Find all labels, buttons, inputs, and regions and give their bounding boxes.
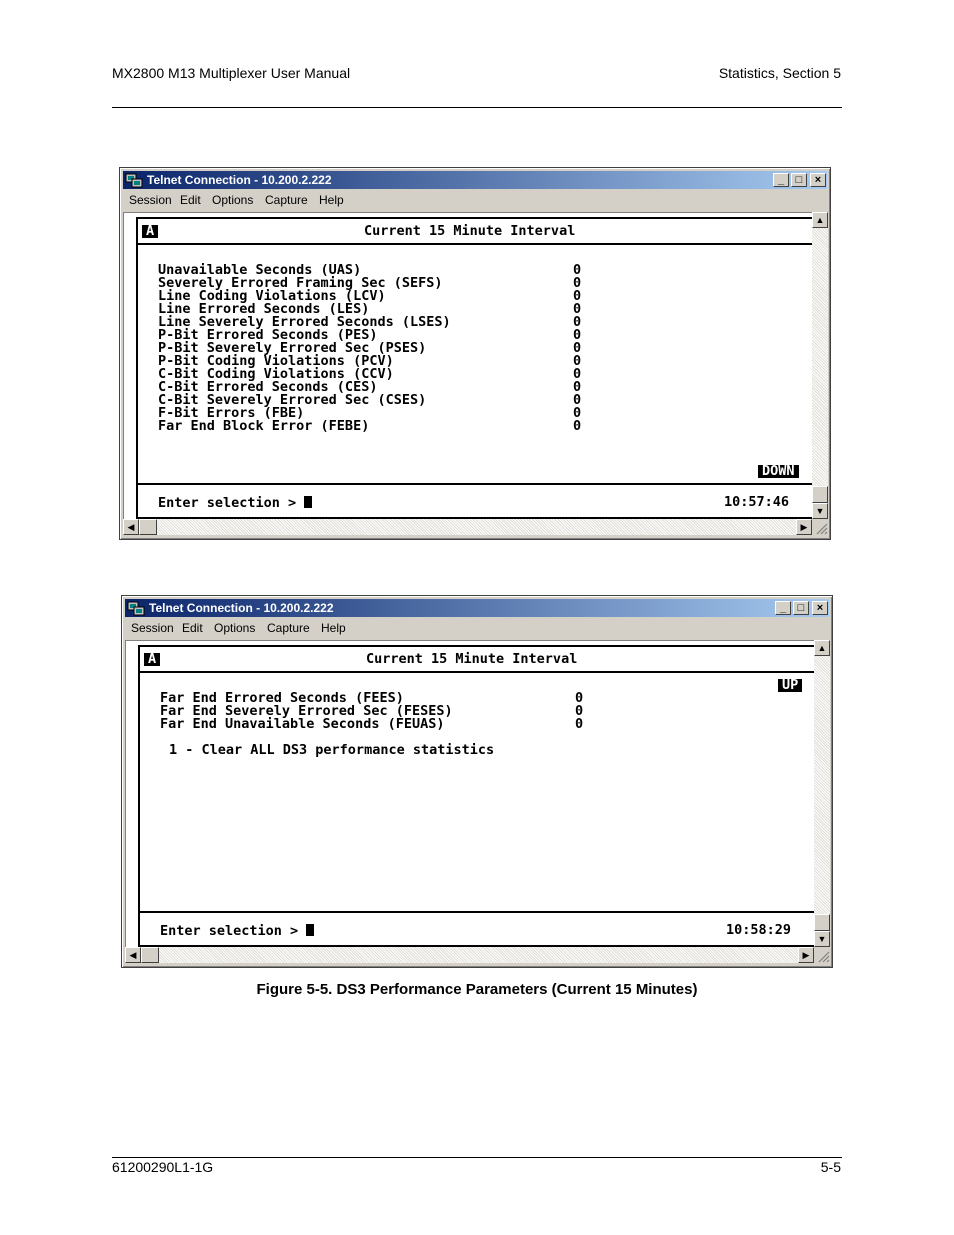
telnet-window-1 — [119, 167, 831, 540]
terminal-screen[interactable] — [125, 640, 814, 947]
menu-capture[interactable]: Capture — [267, 621, 310, 635]
vertical-scroll-thumb[interactable] — [812, 486, 828, 503]
page-header-title: MX2800 M13 Multiplexer User Manual — [112, 65, 351, 81]
scroll-up-icon[interactable]: ▲ — [812, 212, 828, 228]
screen-heading: Current 15 Minute Interval — [364, 223, 576, 239]
page-down-indicator: DOWN — [758, 465, 799, 478]
menu-options[interactable]: Options — [214, 621, 256, 635]
prompt-separator — [140, 911, 814, 913]
list-item: Far End Errored Seconds (FEES) 0 — [160, 690, 584, 706]
heading-separator — [140, 671, 814, 673]
minimize-icon[interactable]: _ — [773, 173, 789, 187]
text-cursor — [306, 924, 314, 936]
horizontal-scrollbar[interactable] — [123, 519, 812, 535]
list-item: Severely Errored Framing Sec (SEFS) 0 — [158, 275, 582, 291]
menu-edit[interactable]: Edit — [180, 193, 201, 207]
list-item: Far End Severely Errored Sec (FESES) 0 — [160, 703, 584, 719]
title-bar[interactable] — [125, 599, 829, 617]
menu-bar — [125, 620, 829, 638]
menu-capture[interactable]: Capture — [265, 193, 308, 207]
list-item: Line Errored Seconds (LES) 0 — [158, 301, 582, 317]
scroll-right-icon[interactable]: ▶ — [798, 947, 814, 963]
list-item: Unavailable Seconds (UAS) 0 — [158, 262, 582, 278]
heading-separator — [138, 243, 812, 245]
text-cursor — [304, 496, 312, 508]
clock-time: 10:58:29 — [726, 922, 792, 938]
scroll-right-icon[interactable]: ▶ — [796, 519, 812, 535]
vertical-scrollbar[interactable] — [814, 640, 830, 947]
list-item: P-Bit Coding Violations (PCV) 0 — [158, 353, 582, 369]
vertical-scrollbar[interactable] — [812, 212, 828, 519]
scroll-down-icon[interactable]: ▼ — [814, 931, 830, 947]
close-icon[interactable]: × — [812, 601, 828, 615]
menu-help[interactable]: Help — [319, 193, 344, 207]
list-item: Far End Unavailable Seconds (FEUAS) 0 — [160, 716, 584, 732]
resize-grip-lines — [814, 947, 830, 963]
list-item: F-Bit Errors (FBE) 0 — [158, 405, 582, 421]
footer-rule — [112, 1157, 842, 1158]
list-item: Line Coding Violations (LCV) 0 — [158, 288, 582, 304]
clock-time: 10:57:46 — [724, 494, 790, 510]
terminal-frame — [138, 645, 814, 947]
list-item: C-Bit Severely Errored Sec (CSES) 0 — [158, 392, 582, 408]
telnet-app-icon — [125, 172, 143, 188]
resize-grip-icon[interactable] — [812, 519, 828, 535]
page-number: 5-5 — [820, 1159, 841, 1175]
scroll-left-icon[interactable]: ◀ — [125, 947, 141, 963]
list-item: P-Bit Severely Errored Sec (PSES) 0 — [158, 340, 582, 356]
menu-option-clear-stats[interactable]: 1 - Clear ALL DS3 performance statistics — [169, 742, 495, 758]
telnet-app-icon — [127, 600, 145, 616]
menu-session[interactable]: Session — [129, 193, 172, 207]
scroll-down-icon[interactable]: ▼ — [812, 503, 828, 519]
port-badge: A — [144, 653, 160, 666]
window-title: Telnet Connection - 10.200.2.222 — [149, 601, 334, 615]
list-item: Line Severely Errored Seconds (LSES) 0 — [158, 314, 582, 330]
minimize-icon[interactable]: _ — [775, 601, 791, 615]
close-icon[interactable]: × — [810, 173, 826, 187]
page-up-indicator: UP — [778, 679, 802, 692]
horizontal-scrollbar[interactable] — [125, 947, 814, 963]
menu-edit[interactable]: Edit — [182, 621, 203, 635]
scroll-up-icon[interactable]: ▲ — [814, 640, 830, 656]
maximize-icon[interactable]: □ — [793, 601, 809, 615]
list-item: Far End Block Error (FEBE) 0 — [158, 418, 582, 434]
terminal-screen[interactable] — [123, 212, 812, 519]
horizontal-scroll-thumb[interactable] — [141, 947, 159, 963]
terminal-frame — [136, 217, 812, 519]
resize-grip-icon[interactable] — [814, 947, 830, 963]
telnet-window-2 — [121, 595, 833, 968]
command-prompt[interactable]: Enter selection > — [158, 496, 312, 510]
scroll-left-icon[interactable]: ◀ — [123, 519, 139, 535]
page-header-section: Statistics, Section 5 — [718, 65, 841, 81]
title-bar[interactable] — [123, 171, 827, 189]
list-item: C-Bit Errored Seconds (CES) 0 — [158, 379, 582, 395]
list-item: C-Bit Coding Violations (CCV) 0 — [158, 366, 582, 382]
document-number: 61200290L1-1G — [112, 1159, 214, 1175]
menu-help[interactable]: Help — [321, 621, 346, 635]
figure-caption: Figure 5-5. DS3 Performance Parameters (Current 15 Minutes) — [256, 981, 698, 998]
screen-heading: Current 15 Minute Interval — [366, 651, 578, 667]
menu-bar — [123, 192, 827, 210]
window-title: Telnet Connection - 10.200.2.222 — [147, 173, 332, 187]
menu-options[interactable]: Options — [212, 193, 254, 207]
command-prompt[interactable]: Enter selection > — [160, 924, 314, 938]
header-rule — [112, 107, 842, 108]
vertical-scroll-thumb[interactable] — [814, 914, 830, 931]
prompt-separator — [138, 483, 812, 485]
maximize-icon[interactable]: □ — [791, 173, 807, 187]
horizontal-scroll-thumb[interactable] — [139, 519, 157, 535]
menu-session[interactable]: Session — [131, 621, 174, 635]
resize-grip-lines — [812, 519, 828, 535]
port-badge: A — [142, 225, 158, 238]
list-item: P-Bit Errored Seconds (PES) 0 — [158, 327, 582, 343]
